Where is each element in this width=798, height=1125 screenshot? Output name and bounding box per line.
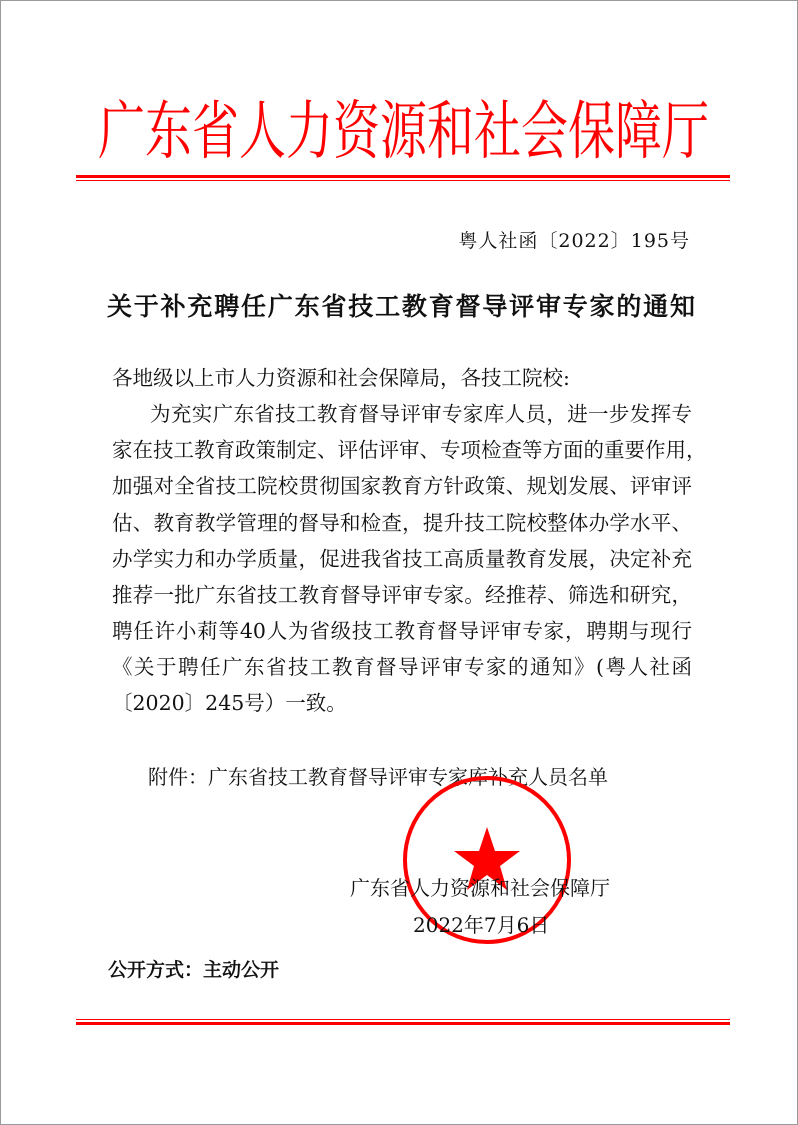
footer-rule-thick <box>76 1022 730 1025</box>
attachment-note: 附件：广东省技工教育督导评审专家库补充人员名单 <box>148 765 608 789</box>
header-rule-thin <box>76 180 730 181</box>
document-title: 关于补充聘任广东省技工教育督导评审专家的通知 <box>107 292 695 321</box>
body-line: 家在技工教育政策制定、评估评审、专项检查等方面的重要作用， <box>112 438 707 462</box>
body-line: 推荐一批广东省技工教育督导评审专家。经推荐、筛选和研究， <box>112 583 692 607</box>
body-line: 〔2020〕245号）一致。 <box>112 691 347 715</box>
body-line: 估、教育教学管理的督导和检查，提升技工院校整体办学水平、 <box>112 511 692 535</box>
header-rule-thick <box>76 175 730 178</box>
disclosure-method: 公开方式：主动公开 <box>108 959 280 981</box>
issuer-signature: 广东省人力资源和社会保障厅 <box>350 876 610 900</box>
body-line: 为充实广东省技工教育督导评审专家库人员，进一步发挥专 <box>150 402 692 426</box>
salutation: 各地级以上市人力资源和社会保障局，各技工院校: <box>112 366 570 390</box>
issue-date: 2022年7月6日 <box>413 913 550 937</box>
organization-header: 广东省人力资源和社会保障厅 <box>98 94 709 169</box>
footer-rule-thin <box>76 1019 730 1020</box>
body-line: 加强对全省技工院校贯彻国家教育方针政策、规划发展、评审评 <box>112 474 692 498</box>
body-line: 《关于聘任广东省技工教育督导评审专家的通知》(粤人社函 <box>112 655 692 679</box>
body-line: 办学实力和办学质量，促进我省技工高质量教育发展，决定补充 <box>112 547 692 571</box>
document-number: 粤人社函〔2022〕195号 <box>458 230 690 252</box>
body-line: 聘任许小莉等40人为省级技工教育督导评审专家，聘期与现行 <box>112 619 692 643</box>
